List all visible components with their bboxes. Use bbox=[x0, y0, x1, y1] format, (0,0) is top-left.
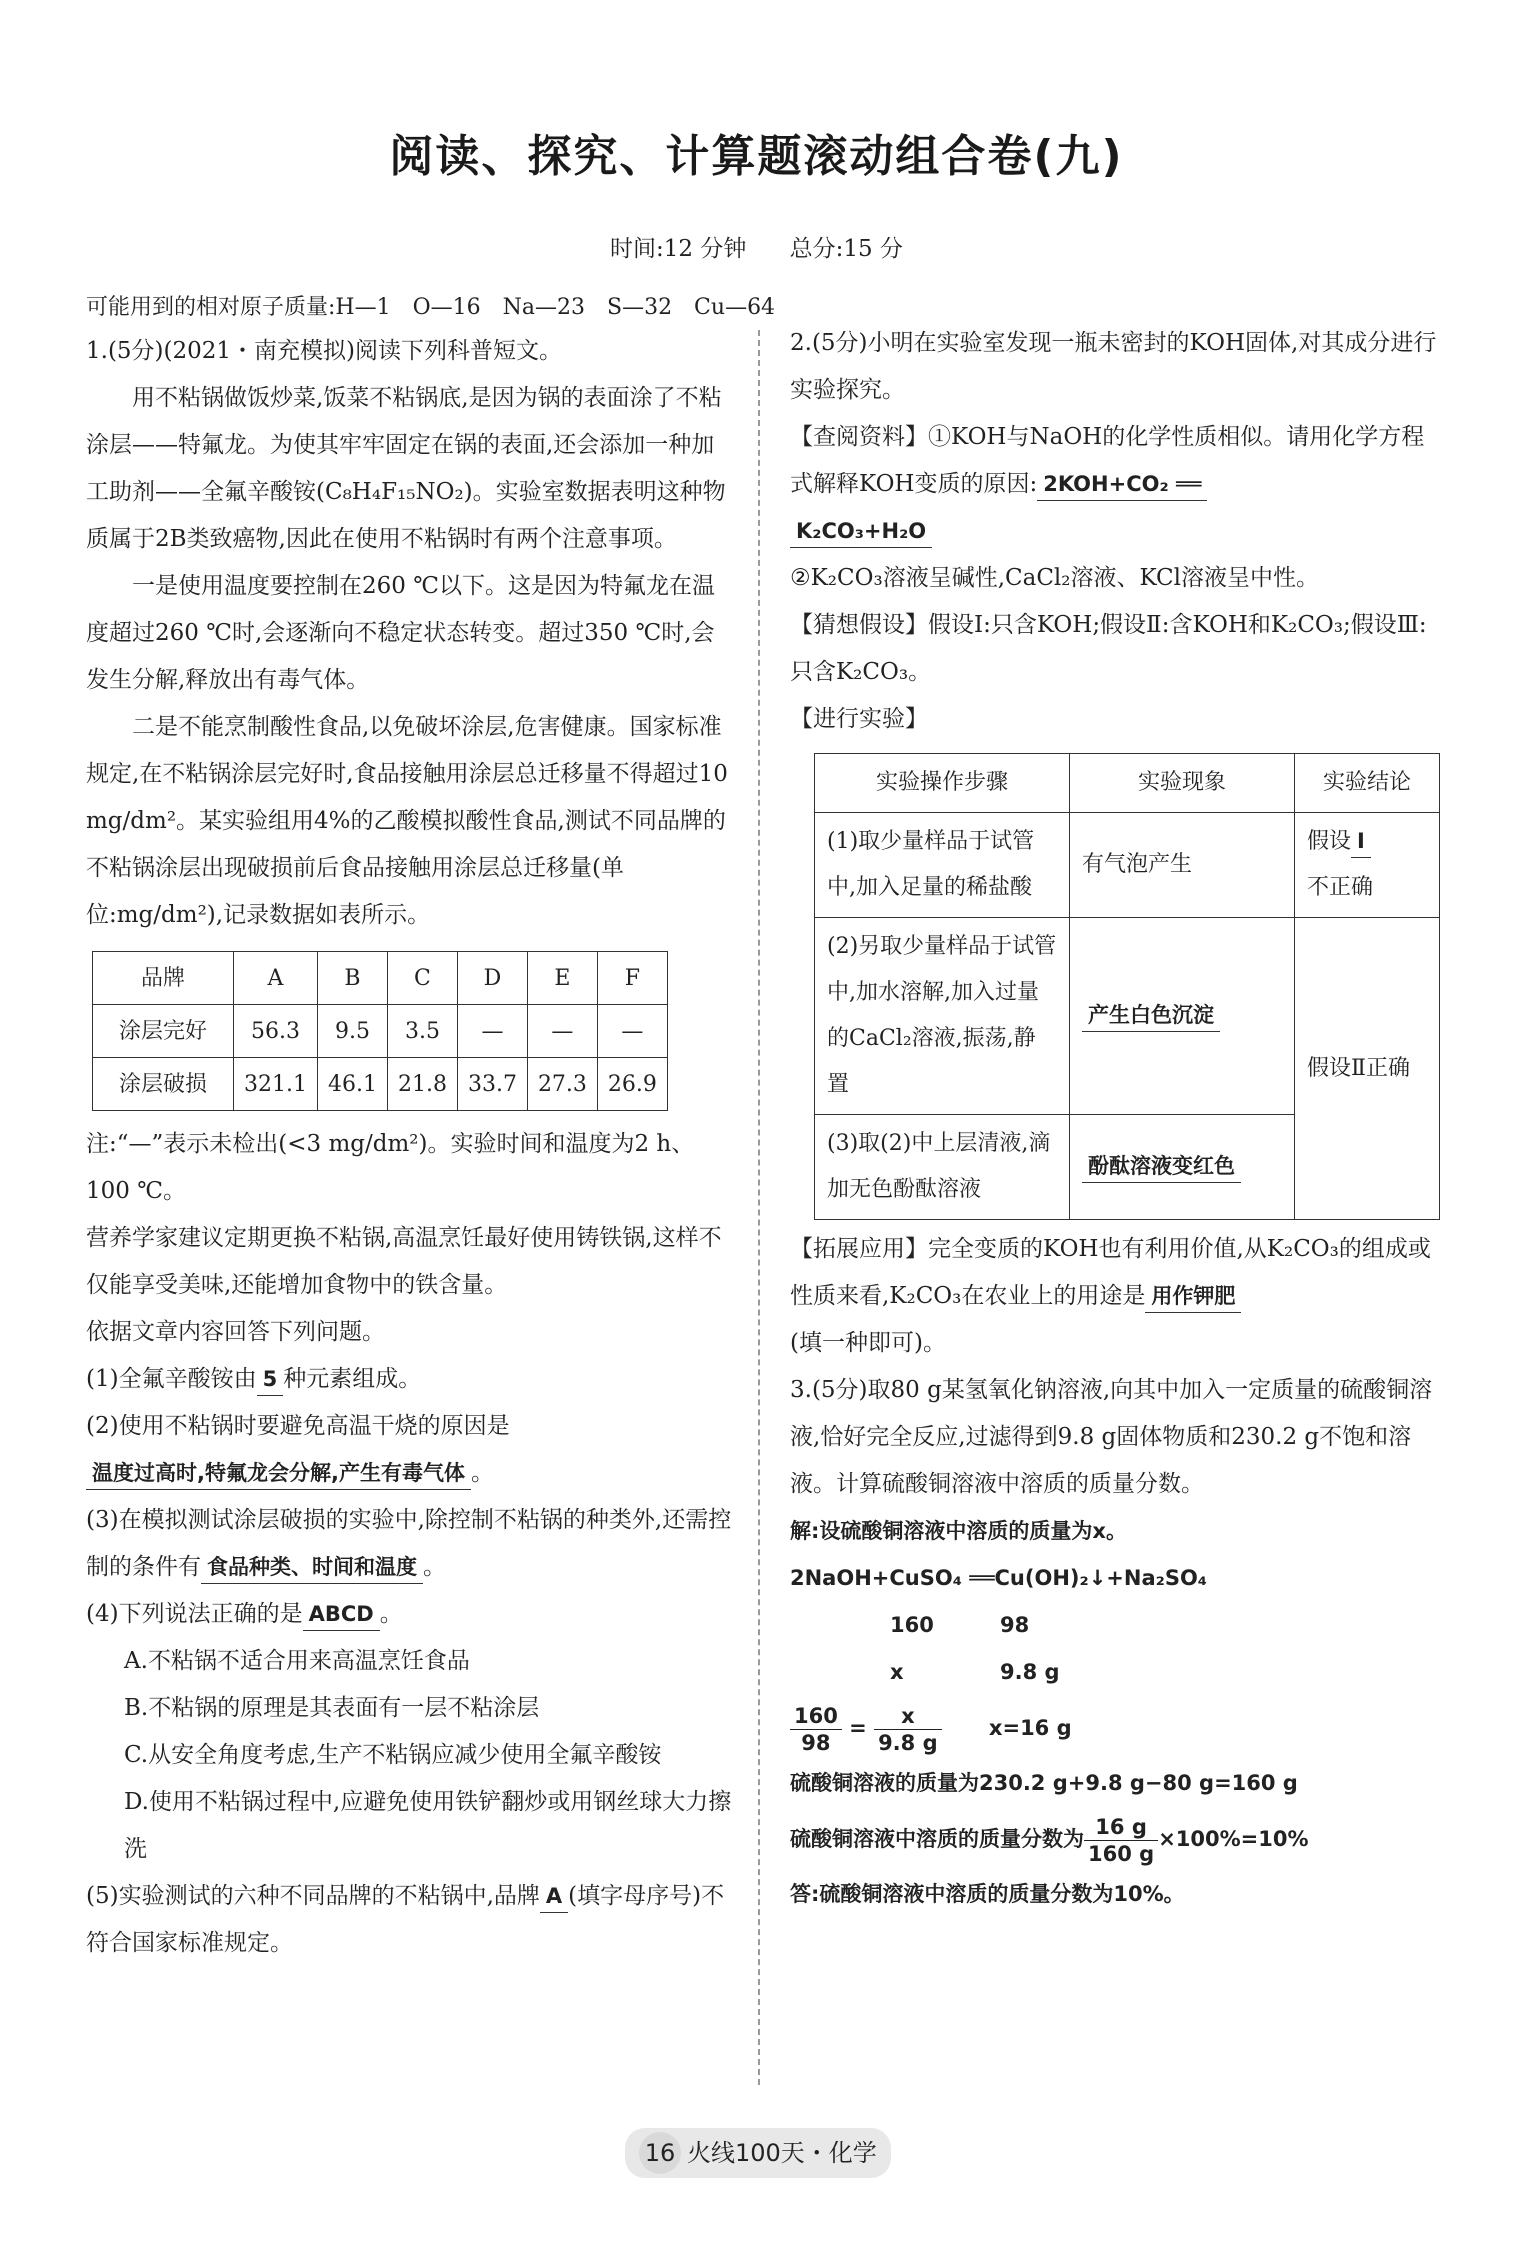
table-header-row bbox=[93, 952, 668, 1005]
conclusion-tail: 不正确 bbox=[1307, 875, 1374, 900]
q1-note: 注:“—”表示未检出(<3 mg/dm²)。实验时间和温度为2 h、100 ℃。 bbox=[86, 1131, 695, 1204]
brand-table bbox=[92, 951, 668, 1111]
table-cell: 56.3 bbox=[234, 1005, 318, 1058]
table-row bbox=[93, 1058, 668, 1111]
fraction-denominator: 9.8 g bbox=[878, 1730, 938, 1755]
q1-sub-3-answer: 食品种类、时间和温度 bbox=[201, 1551, 423, 1584]
table-row bbox=[815, 918, 1440, 1115]
table-cell: 33.7 bbox=[457, 1058, 527, 1111]
q3-equation: 2NaOH+CuSO₄ ══Cu(OH)₂↓+Na₂SO₄ bbox=[790, 1566, 1208, 1590]
q1-sub-3-text: (3)在模拟测试涂层破损的实验中,除控制不粘锅的种类外,还需控制的条件有 bbox=[86, 1507, 732, 1580]
q2-reference-2: ②K₂CO₃溶液呈碱性,CaCl₂溶液、KCl溶液呈中性。 bbox=[790, 565, 1320, 591]
given-mass: 9.8 g bbox=[1000, 1660, 1060, 1684]
exam-time: 时间:12 分钟 bbox=[610, 236, 747, 262]
fraction bbox=[790, 1703, 842, 1756]
conclusion-text: 假设 bbox=[1307, 829, 1352, 854]
table-cell: — bbox=[597, 1005, 667, 1058]
table-cell: (1)取少量样品于试管中,加入足量的稀盐酸 bbox=[815, 813, 1070, 918]
q3-proportion: $\frac{160}{98}$ = $\frac{x}{9.8 g}$ x=16 g bbox=[790, 1696, 1440, 1760]
table-cell: — bbox=[457, 1005, 527, 1058]
q1-option-a: A.不粘锅不适合用来高温烹饪食品 bbox=[124, 1648, 470, 1674]
table-cell: 26.9 bbox=[597, 1058, 667, 1111]
q1-paragraph-1: 用不粘锅做饭炒菜,饭菜不粘锅底,是因为锅的表面涂了不粘涂层——特氟龙。为使其牢牢固定在锅的表面,还会添加一种加工助剂——全氟辛酸铵(C₈H₄F₁₅NO₂)。实验室数据表明这种物质属于2B类致癌物,因此在使用不粘锅时有两个注意事项。 bbox=[86, 385, 726, 552]
q3-solution-intro: 解:设硫酸铜溶液中溶质的质量为x。 bbox=[790, 1519, 1127, 1543]
q2-experiment-head: 【进行实验】 bbox=[790, 706, 928, 732]
table-cell: 品牌 bbox=[93, 952, 234, 1005]
q2-extension bbox=[790, 1226, 1440, 1367]
footer-text: 火线100天・化学 bbox=[687, 2139, 877, 2167]
q1-sub-1-tail: 种元素组成。 bbox=[283, 1366, 422, 1392]
table-row bbox=[815, 813, 1440, 918]
atomic-masses bbox=[86, 290, 775, 321]
table-cell: 21.8 bbox=[387, 1058, 457, 1111]
table-cell: 27.3 bbox=[527, 1058, 597, 1111]
table-cell: 涂层破损 bbox=[93, 1058, 234, 1111]
table-cell: B bbox=[317, 952, 387, 1005]
q3-fraction-text: 硫酸铜溶液中溶质的质量分数为 bbox=[790, 1827, 1084, 1851]
table-cell: A bbox=[234, 952, 318, 1005]
fraction-denominator: 98 bbox=[801, 1730, 831, 1755]
table-header-row bbox=[815, 754, 1440, 813]
table-cell: 46.1 bbox=[317, 1058, 387, 1111]
q3-head: 3.(5分)取80 g某氢氧化钠溶液,向其中加入一定质量的硫酸铜溶液,恰好完全反应,过滤得到9.8 g固体物质和230.2 g不饱和溶液。计算硫酸铜溶液中溶质的质量分数。 bbox=[790, 1377, 1433, 1497]
table-cell: F bbox=[597, 952, 667, 1005]
q1-sub-1-answer: 5 bbox=[257, 1363, 284, 1396]
conclusion-answer: Ⅰ bbox=[1351, 825, 1371, 858]
atomic-values: H—1 O—16 Na—23 S—32 Cu—64 bbox=[335, 295, 776, 320]
table-cell: C bbox=[387, 952, 457, 1005]
fraction-numerator: 16 g bbox=[1084, 1814, 1158, 1841]
q2-head: 2.(5分)小明在实验室发现一瓶未密封的KOH固体,对其成分进行实验探究。 bbox=[790, 330, 1437, 403]
q1-sub-5-answer: A bbox=[540, 1880, 568, 1913]
q1-paragraph-2: 一是使用温度要控制在260 ℃以下。这是因为特氟龙在温度超过260 ℃时,会逐渐向不稳定状态转变。超过350 ℃时,会发生分解,释放出有毒气体。 bbox=[86, 573, 715, 693]
q3-fraction-result: ×100%=10% bbox=[1158, 1827, 1309, 1851]
page-number: 16 bbox=[639, 2132, 681, 2174]
q1-sub-5-text: (5)实验测试的六种不同品牌的不粘锅中,品牌 bbox=[86, 1883, 540, 1909]
experiment-table bbox=[814, 753, 1440, 1220]
question-3 bbox=[790, 1367, 1440, 1918]
q3-solution-fraction bbox=[790, 1807, 1440, 1871]
table-cell: 假设Ⅱ正确 bbox=[1295, 918, 1440, 1220]
q1-head: 1.(5分)(2021・南充模拟)阅读下列科普短文。 bbox=[86, 338, 563, 364]
q3-result: x=16 g bbox=[988, 1716, 1072, 1740]
table-cell: 实验操作步骤 bbox=[815, 754, 1070, 813]
q2-equation-answer-2: K₂CO₃+H₂O bbox=[790, 515, 932, 548]
q1-sub-4-text: (4)下列说法正确的是 bbox=[86, 1601, 303, 1627]
table-cell: 实验现象 bbox=[1070, 754, 1295, 813]
fraction-numerator: 160 bbox=[790, 1703, 842, 1730]
q1-paragraph-4: 营养学家建议定期更换不粘锅,高温烹饪最好使用铸铁锅,这样不仅能享受美味,还能增加食物中的铁含量。 bbox=[86, 1225, 722, 1298]
q2-hypothesis: 【猜想假设】假设Ⅰ:只含KOH;假设Ⅱ:含KOH和K₂CO₃;假设Ⅲ:只含K₂CO₃。 bbox=[790, 612, 1427, 685]
q1-option-d: D.使用不粘锅过程中,应避免使用铁铲翻炒或用钢丝球大力擦洗 bbox=[124, 1789, 732, 1862]
table-cell: D bbox=[457, 952, 527, 1005]
mass-cuoh2: 98 bbox=[1000, 1613, 1030, 1637]
page-title: 阅读、探究、计算题滚动组合卷(九) bbox=[389, 131, 1124, 182]
atomic-label: 可能用到的相对原子质量: bbox=[86, 295, 336, 320]
q1-sub-2: (2)使用不粘锅时要避免高温干烧的原因是温度过高时,特氟龙会分解,产生有毒气体 。 bbox=[86, 1403, 736, 1497]
q1-sub-4-answer: ABCD bbox=[303, 1598, 380, 1631]
table-cell: 有气泡产生 bbox=[1070, 813, 1295, 918]
q2-equation-answer-1: 2KOH+CO₂ ══ bbox=[1037, 468, 1207, 501]
fraction bbox=[1084, 1814, 1158, 1867]
table-cell: 3.5 bbox=[387, 1005, 457, 1058]
table-row bbox=[93, 1005, 668, 1058]
table-cell: E bbox=[527, 952, 597, 1005]
q1-option-c: C.从安全角度考虑,生产不粘锅应减少使用全氟辛酸铵 bbox=[124, 1742, 662, 1768]
q1-sub-1-text: (1)全氟辛酸铵由 bbox=[86, 1366, 257, 1392]
table-cell: (2)另取少量样品于试管中,加水溶解,加入过量的CaCl₂溶液,振荡,静置 bbox=[815, 918, 1070, 1115]
table-cell bbox=[1070, 1115, 1295, 1220]
q2-extension-text: 【拓展应用】完全变质的KOH也有利用价值,从K₂CO₃的组成或性质来看,K₂CO₃在农业上的用途是 bbox=[790, 1236, 1431, 1309]
q2-reference bbox=[790, 414, 1440, 555]
table-cell bbox=[1070, 918, 1295, 1115]
q1-paragraph-3: 二是不能烹制酸性食品,以免破坏涂层,危害健康。国家标准规定,在不粘锅涂层完好时,食品接触用涂层总迁移量不得超过10 mg/dm²。某实验组用4%的乙酸模拟酸性食品,测试不同品牌的不粘锅涂层出现破损前后食品接触用涂层总迁移量(单位:mg/dm²),记录数据如表所示。 bbox=[86, 714, 728, 928]
q2-extension-answer: 用作钾肥 bbox=[1145, 1280, 1241, 1313]
fraction bbox=[874, 1703, 942, 1756]
q1-sub-2-text: (2)使用不粘锅时要避免高温干烧的原因是 bbox=[86, 1413, 510, 1439]
mass-naoh: 160 bbox=[890, 1613, 934, 1637]
table-cell: 9.5 bbox=[317, 1005, 387, 1058]
table-cell bbox=[1295, 813, 1440, 918]
q2-extension-tail: (填一种即可)。 bbox=[790, 1330, 946, 1356]
q3-mass-row bbox=[790, 1602, 1440, 1649]
q3-solution-mass: 硫酸铜溶液的质量为230.2 g+9.8 g−80 g=160 g bbox=[790, 1771, 1298, 1795]
footer-pill bbox=[625, 2128, 891, 2178]
column-divider bbox=[758, 330, 760, 2085]
table-cell: (3)取(2)中上层清液,滴加无色酚酞溶液 bbox=[815, 1115, 1070, 1220]
q1-sub-1 bbox=[86, 1356, 736, 1403]
table-cell: — bbox=[527, 1005, 597, 1058]
exam-info bbox=[0, 230, 1513, 263]
q2-reference-text: 【查阅资料】①KOH与NaOH的化学性质相似。请用化学方程式解释KOH变质的原因: bbox=[790, 424, 1425, 497]
q1-sub-4: (4)下列说法正确的是 ABCD 。 bbox=[86, 1591, 736, 1638]
table-cell: 涂层完好 bbox=[93, 1005, 234, 1058]
q1-option-b: B.不粘锅的原理是其表面有一层不粘涂层 bbox=[124, 1695, 540, 1721]
table-cell: 实验结论 bbox=[1295, 754, 1440, 813]
fraction-numerator: x bbox=[874, 1703, 942, 1730]
q1-sub-3: (3)在模拟测试涂层破损的实验中,除控制不粘锅的种类外,还需控制的条件有 食品种类、时间和温度 。 bbox=[86, 1497, 736, 1591]
phenomenon-answer: 酚酞溶液变红色 bbox=[1082, 1150, 1241, 1183]
table-cell: 321.1 bbox=[234, 1058, 318, 1111]
q1-paragraph-5: 依据文章内容回答下列问题。 bbox=[86, 1319, 385, 1345]
question-2 bbox=[790, 320, 1440, 1918]
q3-given-row bbox=[790, 1649, 1440, 1696]
page-footer bbox=[625, 2128, 891, 2178]
q1-sub-5-tail: (填字母序号)不符合国家标准规定。 bbox=[86, 1883, 725, 1956]
exam-total: 总分:15 分 bbox=[789, 236, 903, 262]
question-1 bbox=[86, 328, 736, 1967]
given-x: x bbox=[890, 1660, 904, 1684]
fraction-denominator: 160 g bbox=[1088, 1841, 1155, 1866]
q1-sub-2-answer: 温度过高时,特氟龙会分解,产生有毒气体 bbox=[86, 1457, 471, 1490]
q3-answer: 答:硫酸铜溶液中溶质的质量分数为10%。 bbox=[790, 1882, 1185, 1906]
phenomenon-answer: 产生白色沉淀 bbox=[1082, 999, 1220, 1032]
q1-sub-5 bbox=[86, 1873, 736, 1967]
